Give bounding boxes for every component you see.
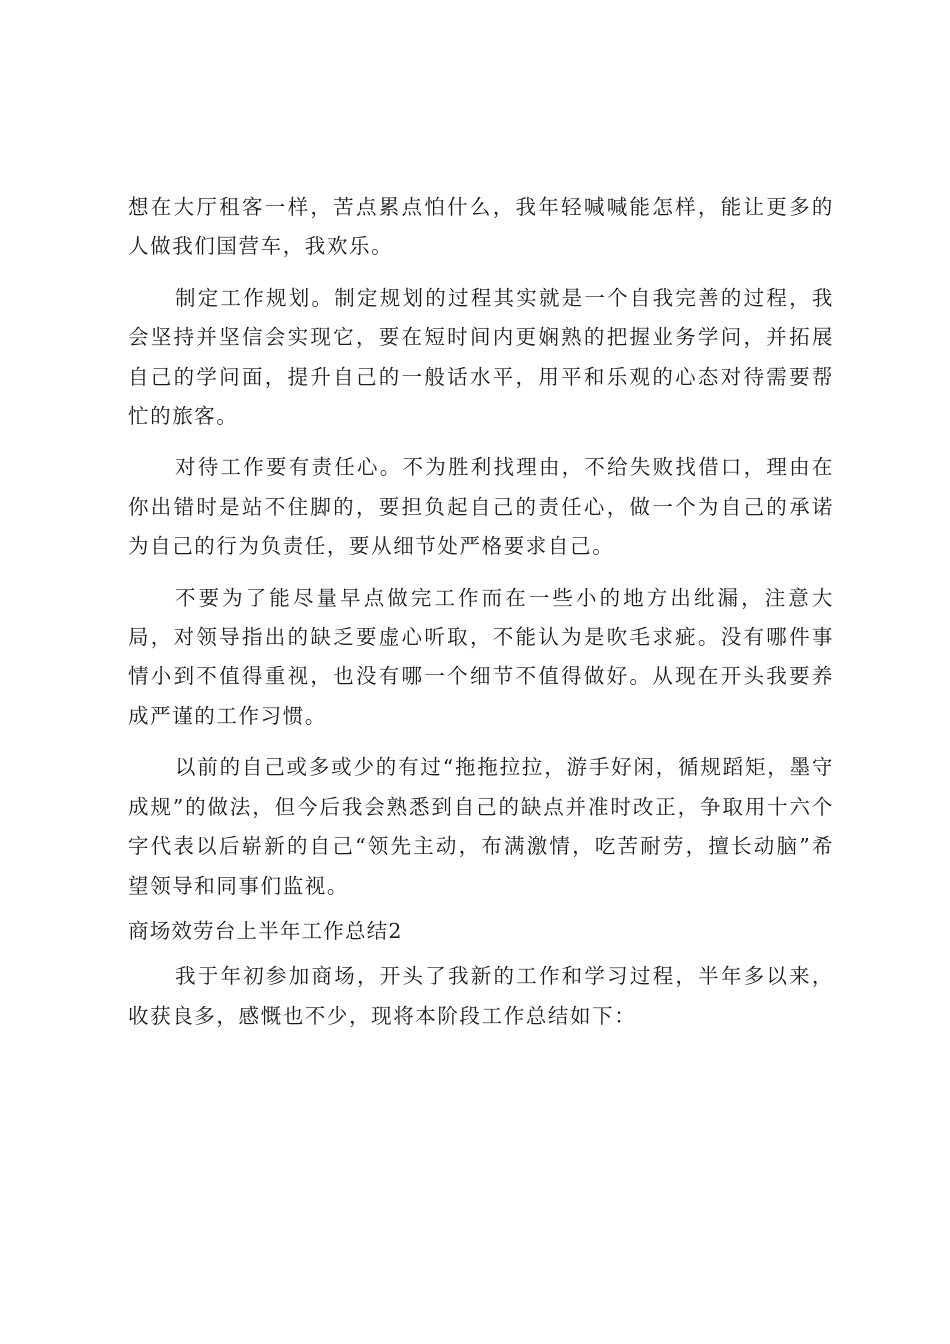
paragraph-5: 以前的自己或多或少的有过“拖拖拉拉，游手好闲，循规蹈矩，墨守成规”的做法，但今后我会熟悉到自己的缺点并准时改正，争取用十六个字代表以后崭新的自己“领先主动，布满激情，吃苦耐劳，擅长动脑”希望领导和同事们监视。 (128, 755, 834, 898)
paragraph-closing: 我于年初参加商场，开头了我新的工作和学习过程，半年多以来，收获良多，感慨也不少，现将本阶段工作总结如下： (128, 964, 834, 1028)
paragraph-4: 不要为了能尽量早点做完工作而在一些小的地方出纰漏，注意大局，对领导指出的缺乏要虚心听取，不能认为是吹毛求疵。没有哪件事情小到不值得重视，也没有哪一个细节不值得做好。从现在开头我要养成严谨的工作习惯。 (128, 585, 834, 728)
paragraph-1: 想在大厅租客一样，苦点累点怕什么，我年轻喊喊能怎样，能让更多的人做我们国营车，我欢乐。 (128, 195, 834, 259)
paragraph-3: 对待工作要有责任心。不为胜利找理由，不给失败找借口，理由在你出错时是站不住脚的，要担负起自己的责任心，做一个为自己的承诺为自己的行为负责任，要从细节处严格要求自己。 (128, 455, 834, 559)
paragraph-2: 制定工作规划。制定规划的过程其实就是一个自我完善的过程，我会坚持并坚信会实现它，要在短时间内更娴熟的把握业务学问，并拓展自己的学问面，提升自己的一般话水平，用平和乐观的心态对待需要帮忙的旅客。 (128, 285, 834, 429)
document-page (128, 188, 834, 1036)
section-heading: 商场效劳台上半年工作总结2 (128, 918, 403, 943)
